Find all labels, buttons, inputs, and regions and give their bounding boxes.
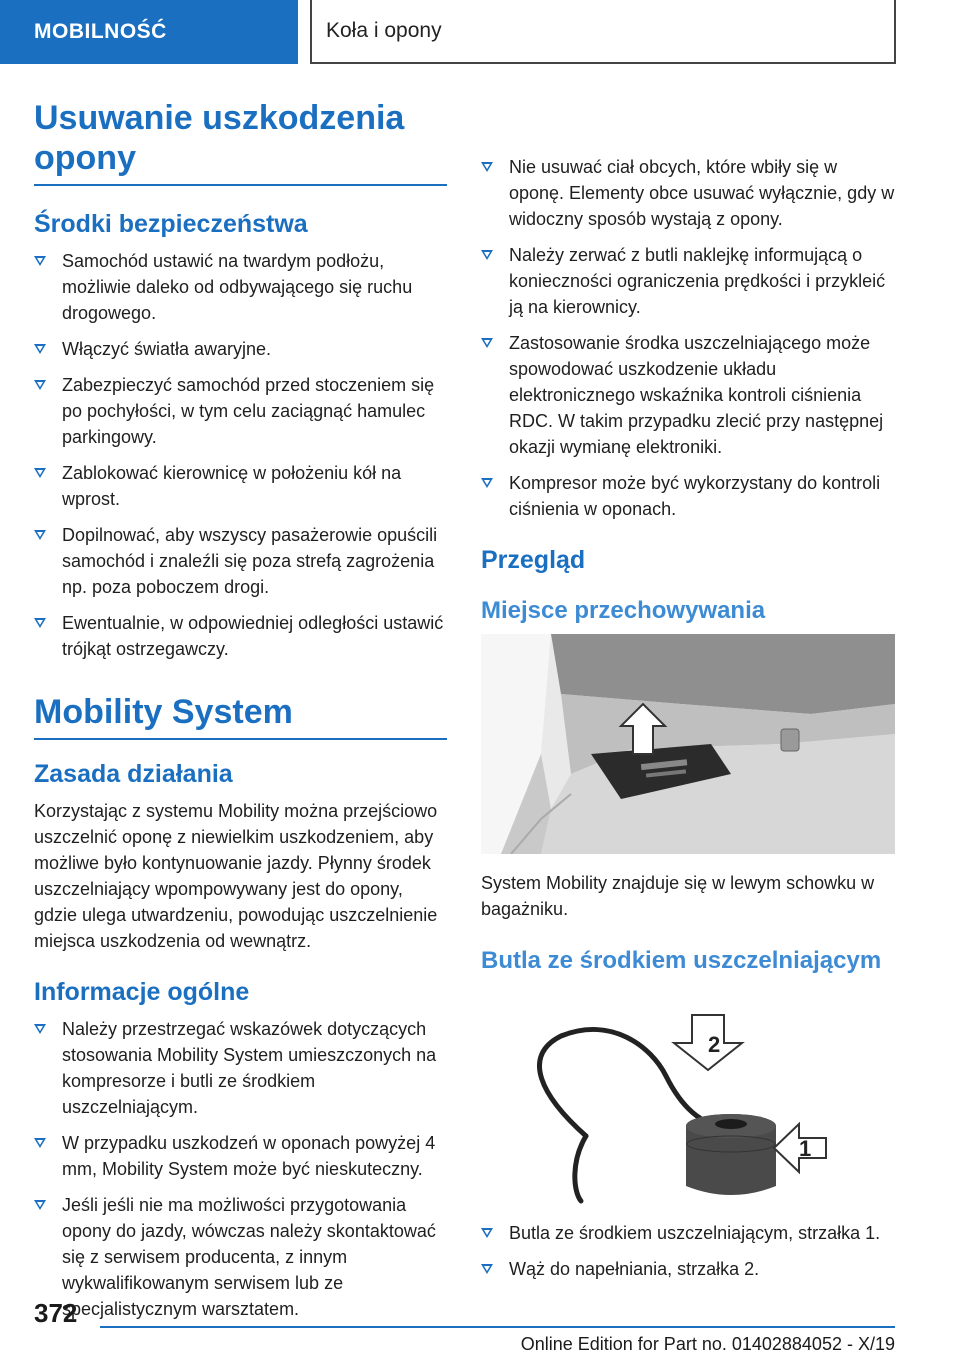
- list-item: Jeśli jeśli nie ma możliwości przygotowania opony do jazdy, wówczas należy skontaktować się z serwisem producenta, z innym wykwalifikowanym serwisem lub ze specjalistycznym warsztatem.: [34, 1192, 447, 1322]
- overview-heading: Przegląd: [481, 546, 586, 574]
- general-heading: Informacje ogólne: [34, 978, 250, 1006]
- list-item: Należy przestrzegać wskazówek dotyczących stosowania Mobility System umieszczonych na kompresorze i butli ze środkiem uszczelniającym.: [34, 1016, 447, 1120]
- bullet-triangle-icon: [34, 256, 46, 266]
- bullet-triangle-icon: [34, 618, 46, 628]
- left-column: [34, 98, 447, 1332]
- mobility-title: Mobility System: [34, 692, 447, 740]
- list-item: Ewentualnie, w odpowiedniej odległości ustawić trójkąt ostrzegawczy.: [34, 610, 447, 662]
- general-list: [34, 1016, 447, 1322]
- principle-text: Korzystając z systemu Mobility można przejściowo uszczelnić oponę z niewielkim uszkodzeniem, aby możliwe było kontynuowanie jazdy. Płynny środek uszczelniający wpompowywany jest do opony, gdzie ulega utwardzeniu, powodując uszczelnienie miejsca uszkodzenia od wewnątrz.: [34, 801, 438, 951]
- list-item: Zablokować kierownicę w położeniu kół na wprost.: [34, 460, 447, 512]
- list-item: Wąż do napełniania, strzałka 2.: [481, 1256, 895, 1282]
- bottle-heading: Butla ze środkiem uszczelniającym: [481, 947, 882, 974]
- list-item: Zastosowanie środka uszczelniającego może spowodować uszkodzenie układu elektronicznego wskaźnika kontroli ciśnienia RDC. W takim przypadku zlecić przy następnej okazji wymianę elektroniki.: [481, 330, 895, 460]
- list-item: Włączyć światła awaryjne.: [34, 336, 447, 362]
- arrow-2-label: 2: [708, 1032, 721, 1057]
- bullet-triangle-icon: [481, 338, 493, 348]
- bullet-triangle-icon: [481, 250, 493, 260]
- bullet-triangle-icon: [481, 478, 493, 488]
- list-item: Dopilnować, aby wszyscy pasażerowie opuścili samochód i znaleźli się poza strefą zagrożenia np. poza poboczem drogi.: [34, 522, 447, 600]
- bullet-triangle-icon: [481, 162, 493, 172]
- bullet-triangle-icon: [34, 468, 46, 478]
- bullet-triangle-icon: [34, 1200, 46, 1210]
- list-item: Kompresor może być wykorzystany do kontroli ciśnienia w oponach.: [481, 470, 895, 522]
- right-column-content: [481, 100, 895, 1292]
- storage-caption: System Mobility znajduje się w lewym schowku w bagażniku.: [481, 873, 875, 919]
- principle-heading: Zasada działania: [34, 760, 233, 788]
- list-item: Butla ze środkiem uszczelniającym, strzałka 1.: [481, 1220, 895, 1246]
- chapter-label: MOBILNOŚĆ: [34, 20, 167, 43]
- list-item: Samochód ustawić na twardym podłożu, możliwie daleko od odbywającego się ruchu drogowego.: [34, 248, 447, 326]
- bullet-triangle-icon: [34, 380, 46, 390]
- list-item: Nie usuwać ciał obcych, które wbiły się w oponę. Elementy obce usuwać wyłącznie, gdy w widoczny sposób wystają z opony.: [481, 154, 895, 232]
- trunk-storage-image: [481, 634, 895, 854]
- bullet-triangle-icon: [34, 1138, 46, 1148]
- safety-list: [34, 248, 447, 662]
- bullet-triangle-icon: [34, 344, 46, 354]
- footer-divider: [100, 1326, 895, 1328]
- bullet-triangle-icon: [481, 1228, 493, 1238]
- list-item: W przypadku uszkodzeń w oponach powyżej 4 mm, Mobility System może być nieskuteczny.: [34, 1130, 447, 1182]
- list-item: Zabezpieczyć samochód przed stoczeniem się po pochyłości, w tym celu zaciągnąć hamulec parkingowy.: [34, 372, 447, 450]
- edition-text: Online Edition for Part no. 01402884052 - X/19: [520, 1334, 895, 1354]
- section-title: Koła i opony: [326, 19, 442, 42]
- bullet-triangle-icon: [34, 1024, 46, 1034]
- sealant-bottle-image: [481, 986, 895, 1206]
- bullet-triangle-icon: [481, 1264, 493, 1274]
- page-number: 372: [34, 1298, 78, 1328]
- chapter-tab: [0, 0, 298, 64]
- storage-heading: Miejsce przechowywania: [481, 597, 766, 624]
- page-title: Usuwanie uszkodzenia opony: [34, 98, 447, 186]
- safety-heading: Środki bezpieczeństwa: [34, 210, 308, 238]
- arrow-1-label: 1: [799, 1136, 812, 1161]
- general-list-cont: [481, 154, 895, 522]
- list-item: Należy zerwać z butli naklejkę informującą o konieczności ograniczenia prędkości i przykleić ją na kierownicy.: [481, 242, 895, 320]
- bottle-list: [481, 1220, 895, 1282]
- bullet-triangle-icon: [34, 530, 46, 540]
